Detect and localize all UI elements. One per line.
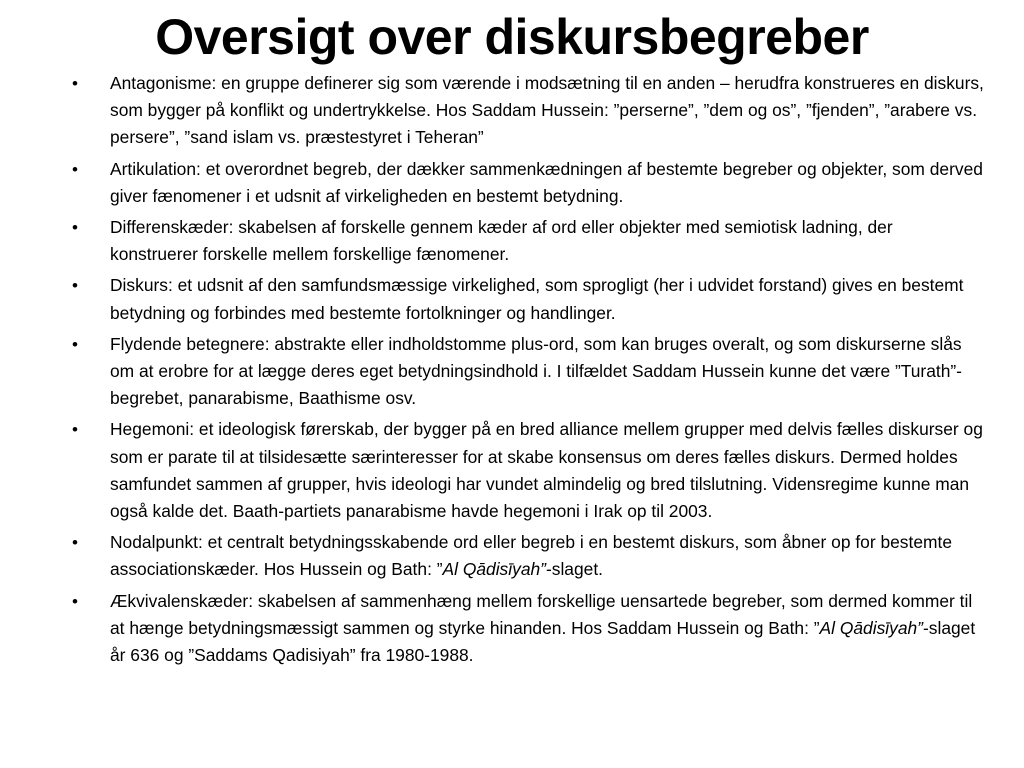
bullet-text (110, 275, 964, 322)
bullet-text (110, 591, 975, 665)
bullet-item (70, 156, 985, 210)
bullet-dot-icon: • (72, 334, 78, 354)
bullet-dot-icon: • (72, 218, 78, 238)
bullet-text-segment: -slaget. (545, 559, 603, 580)
bullet-item (70, 70, 985, 152)
bullet-text-segment: Flydende betegnere: abstrakte eller indholdstomme plus-ord, som kan bruges overalt, og som diskurserne slås om at erobre for at lægge deres eget betydningsindhold i. I tilfældet Saddam Hussein kunne det være ”Turath”-begrebet, panarabisme, Baathisme osv. (110, 333, 962, 409)
bullet-text-segment: -slaget år 636 og ”Saddams Qadisiyah” fra 1980-1988. (110, 617, 976, 666)
bullet-item (70, 588, 985, 670)
bullet-item (70, 272, 985, 326)
bullet-dot-icon: • (72, 533, 78, 553)
bullet-text-segment: Hegemoni: et ideologisk førerskab, der bygger på en bred alliance mellem grupper med delvis fælles diskurser og som er parate til at tilsidesætte særinteresser for at skabe konsensus om deres fælles diskurs. Dermed holdes samfundet sammen af grupper, hvis ideologi har vundet almindelig og bred tilslutning. Vidensregime kunne man også kalde det. Baath-partiets panarabisme havde hegemoni i Irak op til 2003. (110, 419, 983, 522)
bullet-text (110, 159, 983, 206)
bullet-dot-icon: • (72, 420, 78, 440)
bullet-text-italic: Al Qādisīyah” (819, 617, 923, 638)
bullet-text (110, 532, 952, 579)
slide-title: Oversigt over diskursbegreber (155, 9, 869, 65)
bullet-text-segment: Ækvivalenskæder: skabelsen af sammenhæng mellem forskellige uensartede begreber, som dermed kommer til at hænge betydningsmæssigt sammen og styrke hinanden. Hos Saddam Hussein og Bath: ” (110, 590, 973, 638)
bullet-item (70, 416, 985, 525)
bullet-text-segment: Differenskæder: skabelsen af forskelle gennem kæder af ord eller objekter med semiotisk ladning, der konstruerer forskelle mellem forskellige fænomener. (110, 217, 893, 265)
bullet-text-italic: Al Qādisīyah” (442, 559, 546, 580)
bullet-dot-icon: • (72, 74, 78, 93)
bullet-dot-icon: • (72, 276, 78, 296)
bullet-text (110, 217, 893, 264)
bullet-text (110, 334, 962, 408)
bullet-text-segment: Artikulation: et overordnet begreb, der dækker sammenkædningen af bestemte begreber og objekter, som derved giver fænomener i et udsnit af virkeligheden en bestemt betydning. (110, 158, 983, 206)
bullet-item (70, 529, 985, 583)
bullet-dot-icon: • (72, 591, 78, 611)
bullet-dot-icon: • (72, 159, 78, 179)
bullet-text-segment: Nodalpunkt: et centralt betydningsskabende ord eller begreb i en bestemt diskurs, som åbner op for bestemte associationskæder. Hos Hussein og Bath: ” (110, 532, 952, 580)
bullet-text (110, 73, 984, 147)
bullet-text-segment: Diskurs: et udsnit af den samfundsmæssige virkelighed, som sprogligt (her i udvidet forstand) gives en bestemt betydning og forbindes med bestemte fortolkninger og handlinger. (110, 275, 964, 323)
bullet-item (70, 331, 985, 413)
bullet-item (70, 214, 985, 268)
bullet-text-segment: Antagonisme: en gruppe definerer sig som værende i modsætning til en anden – herudfra konstrueres en diskurs, som bygger på konflikt og undertrykkelse. Hos Saddam Hussein: ”perserne”, ”dem og os”, ”fjenden”, ”arabere vs. persere”, ”sand islam vs. præstestyret i Teheran” (110, 73, 984, 148)
bullet-list (70, 70, 985, 673)
bullet-text (110, 419, 983, 521)
